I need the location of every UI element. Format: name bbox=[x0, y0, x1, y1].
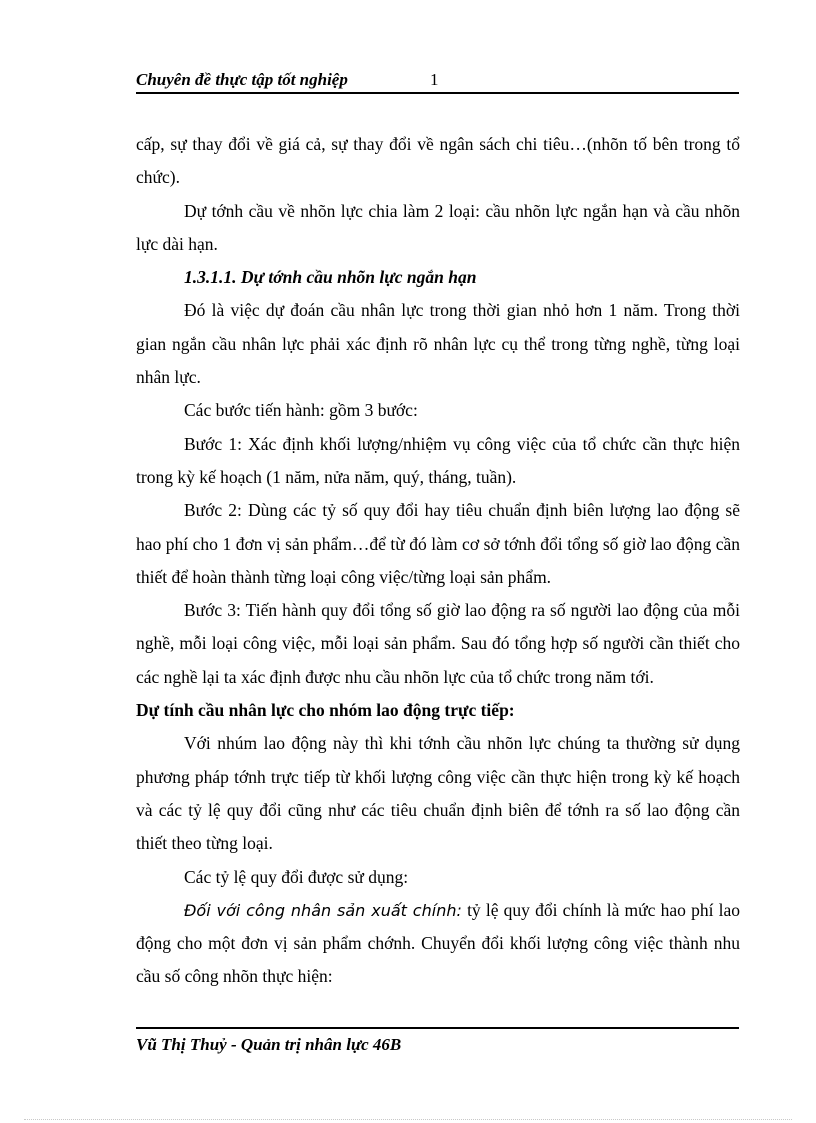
page-number: 1 bbox=[430, 70, 439, 89]
paragraph-step-1: Bước 1: Xác định khối lượng/nhiệm vụ công việc của tổ chức cần thực hiện trong kỳ kế hoạch (1 năm, nửa năm, quý, tháng, tuần). bbox=[136, 433, 740, 487]
paragraph-direct-labor-method: Với nhúm lao động này thì khi tớnh cầu nhõn lực chúng ta thường sử dụng phương pháp tớnh trực tiếp từ khối lượng công việc cần thực hiện trong kỳ kế hoạch và các tỷ lệ quy đổi cũng như các tiêu chuẩn định biên để tớnh ra số lao động cần thiết theo từng loại. bbox=[136, 733, 740, 854]
footer-author: Vũ Thị Thuỷ - Quản trị nhân lực 46B bbox=[136, 1035, 402, 1054]
section-heading-short-term: 1.3.1.1. Dự tớnh cầu nhõn lực ngắn hạn bbox=[184, 267, 477, 288]
heading-direct-labor: Dự tính cầu nhân lực cho nhóm lao động trực tiếp: bbox=[136, 700, 515, 721]
paragraph-forecast-types: Dự tớnh cầu về nhõn lực chia làm 2 loại: cầu nhõn lực ngắn hạn và cầu nhõn lực dài hạn. bbox=[136, 200, 740, 254]
paragraph-ratios-intro: Các tỷ lệ quy đổi được sử dụng: bbox=[184, 866, 409, 887]
page-edge-divider bbox=[24, 1119, 792, 1120]
paragraph-short-term-definition: Đó là việc dự đoán cầu nhân lực trong thời gian nhỏ hơn 1 năm. Trong thời gian ngắn cầu nhân lực phải xác định rõ nhân lực cụ thể trong từng nghề, từng loại nhân lực. bbox=[136, 300, 740, 388]
body-text bbox=[136, 128, 740, 994]
paragraph-step-2: Bước 2: Dùng các tỷ số quy đổi hay tiêu chuẩn định biên lượng lao động sẽ hao phí cho 1 đơn vị sản phẩm…để từ đó làm cơ sở tớnh đổi tổng số giờ lao động cần thiết để hoàn thành từng loại công việc/từng loại sản phẩm. bbox=[136, 500, 740, 587]
paragraph-step-3: Bước 3: Tiến hành quy đổi tổng số giờ lao động ra số người lao động của mỗi nghề, mỗi loại công việc, mỗi loại sản phẩm. Sau đó tổng hợp số người cần thiết cho các nghề lại ta xác định được nhu cầu nhõn lực của tổ chức trong năm tới. bbox=[136, 600, 740, 687]
page-header bbox=[136, 68, 739, 94]
page-footer bbox=[136, 1027, 739, 1055]
paragraph-continuation: cấp, sự thay đổi về giá cả, sự thay đổi về ngân sách chi tiêu…(nhõn tố bên trong tổ chức). bbox=[136, 134, 740, 188]
paragraph-steps-intro: Các bước tiến hành: gồm 3 bước: bbox=[184, 400, 418, 421]
paragraph-main-workers-text: tỷ lệ quy đổi chính là mức hao phí lao động cho một đơn vị sản phẩm chớnh. Chuyển đổi khối lượng công việc thành nhu cầu số công nhõn thực hiện: bbox=[136, 899, 740, 987]
italic-lead-main-workers: Đối với công nhân sản xuất chính: bbox=[184, 900, 462, 920]
header-title: Chuyên đề thực tập tốt nghiệp bbox=[136, 70, 348, 89]
paragraph-main-workers bbox=[136, 894, 740, 994]
